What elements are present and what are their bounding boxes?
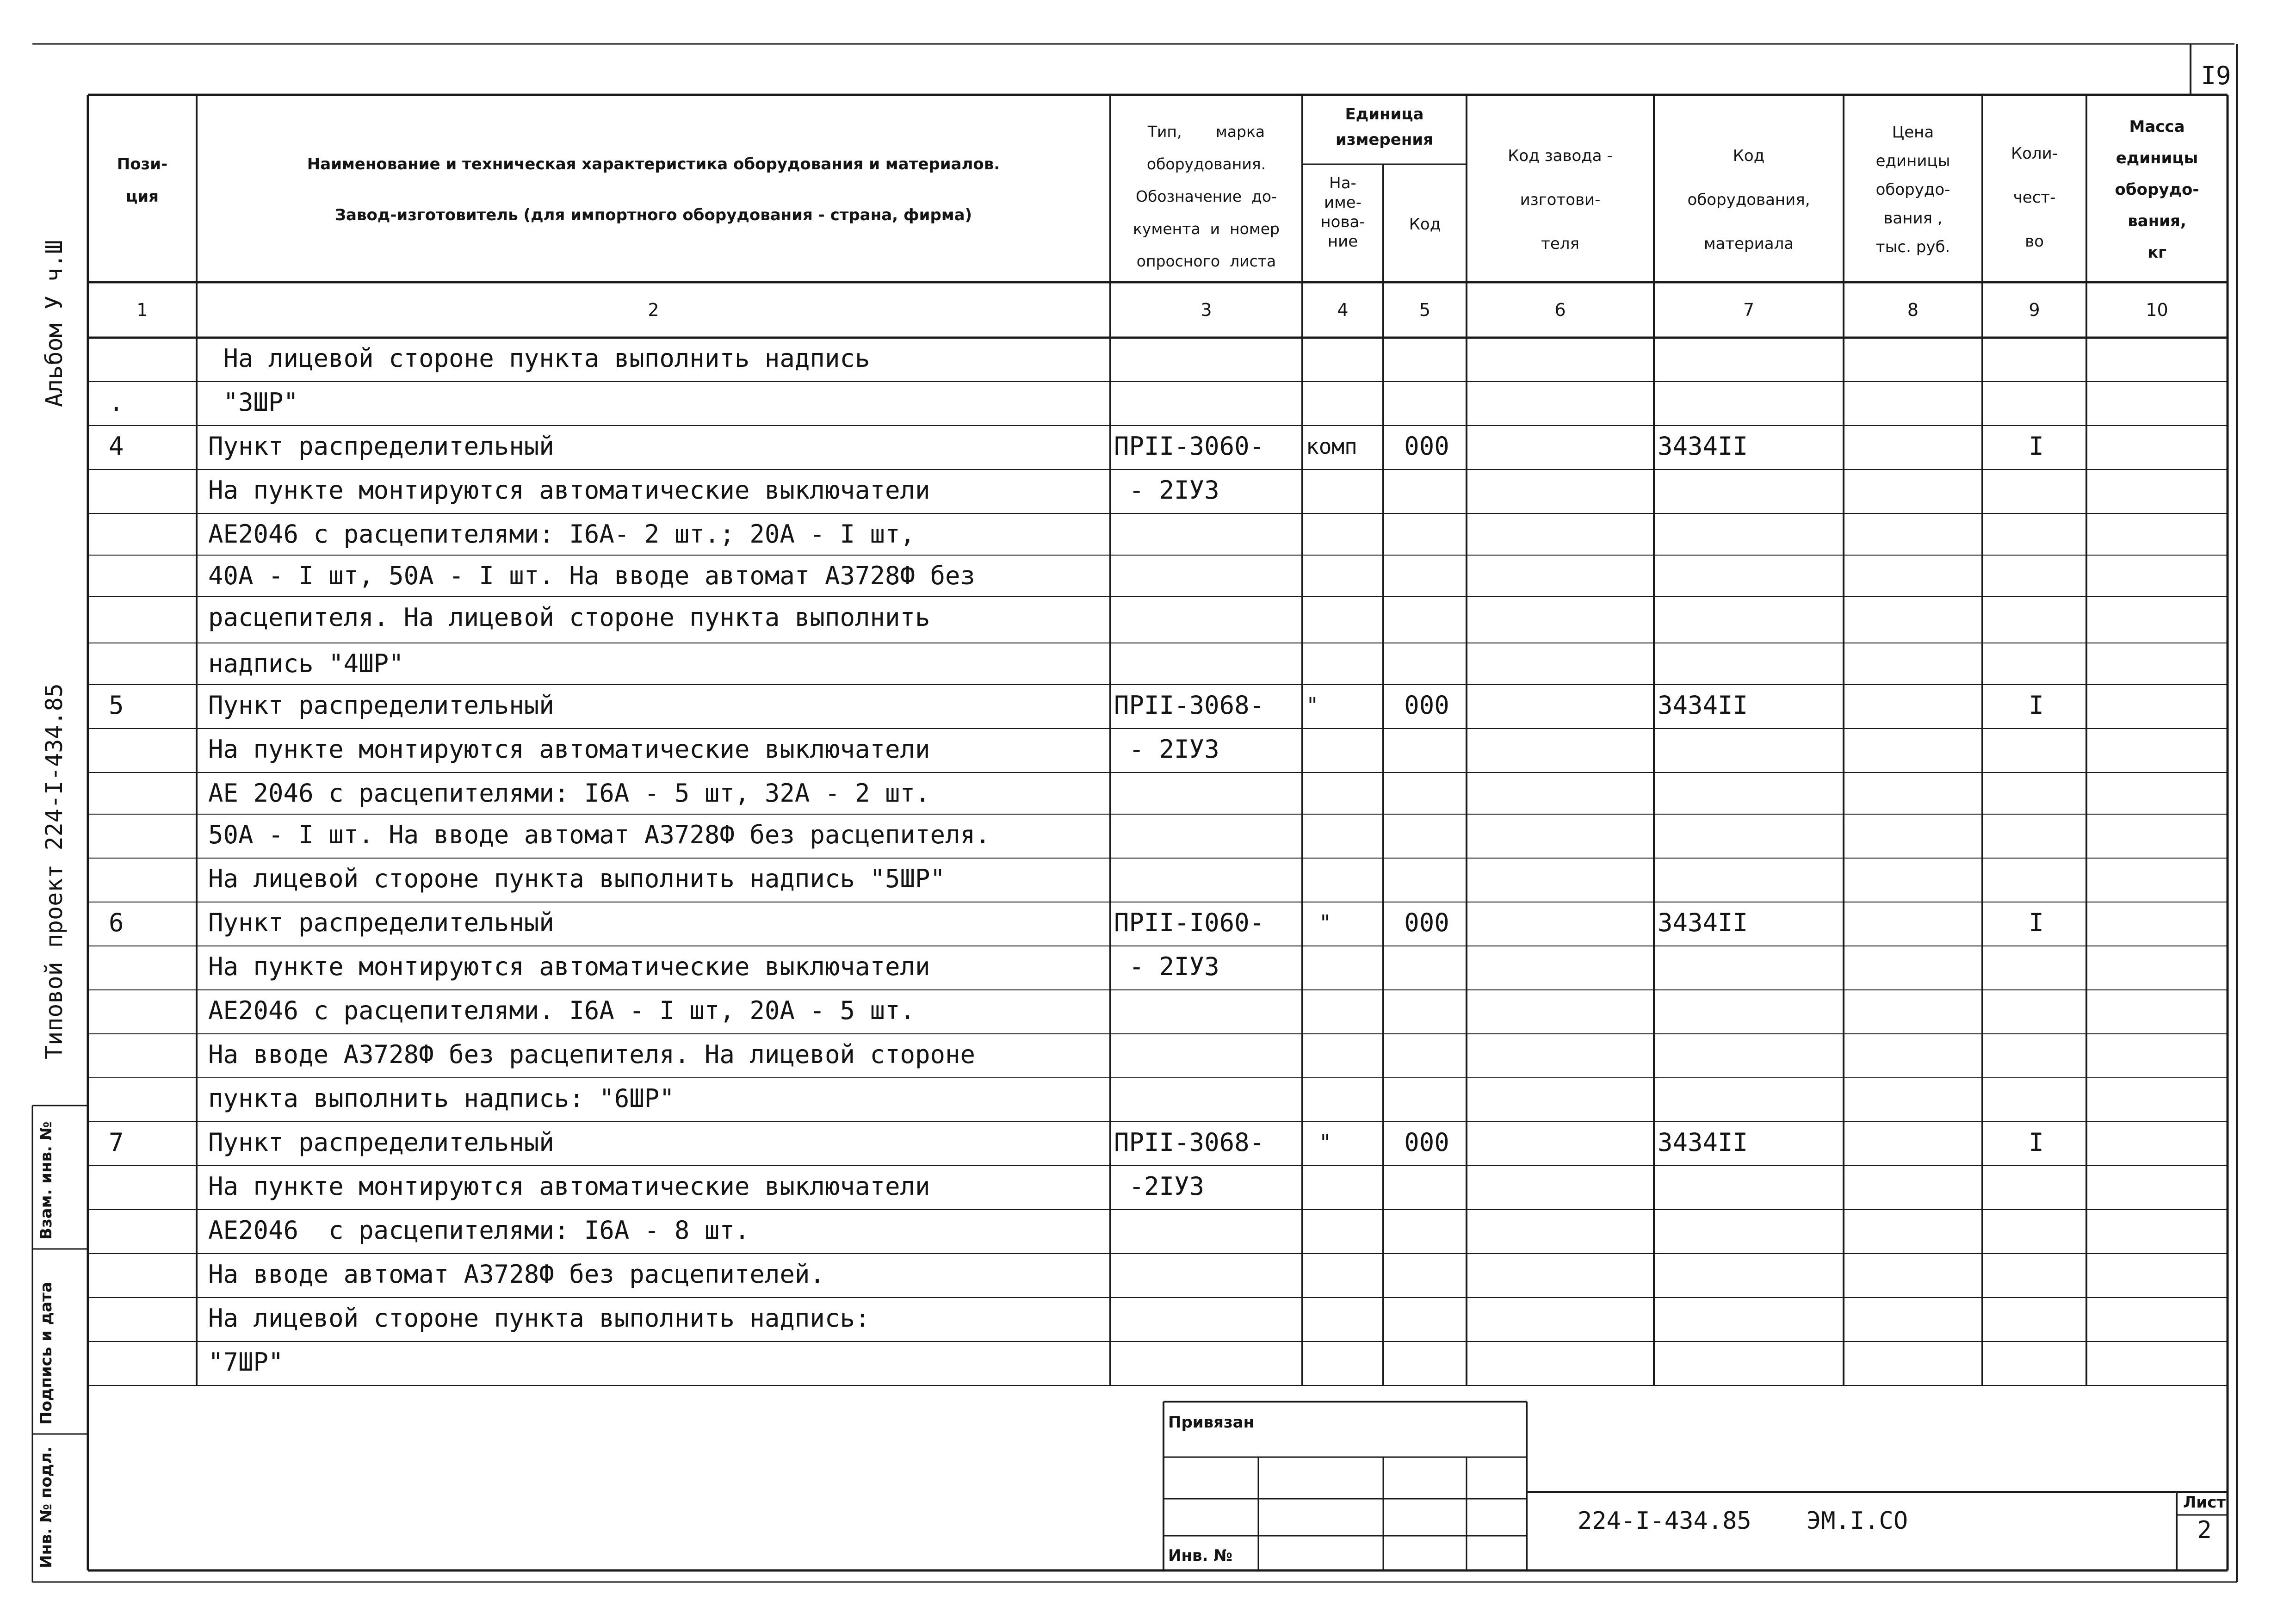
- name-cell: На лицевой стороне пункта выполнить надпись "5ШР": [208, 864, 946, 893]
- table-row: [0, 1341, 2296, 1385]
- table-row: [0, 1078, 2296, 1122]
- vzam-inv-label: Взам. инв. №: [37, 1121, 56, 1240]
- table-row: [0, 643, 2296, 685]
- table-row: [0, 773, 2296, 814]
- document-mark: ЭМ.I.СО: [1807, 1507, 1908, 1535]
- table-row: [0, 1254, 2296, 1298]
- header-unit: Единица измерения: [1336, 105, 1433, 149]
- name-cell: На пункте монтируются автоматические выключатели: [208, 476, 930, 505]
- type-cell: ПРII-3068-: [1114, 691, 1265, 720]
- type-cell: ПРII-I060-: [1114, 908, 1265, 937]
- header-quantity: Коли- чест- во: [2011, 144, 2058, 251]
- table-row: [0, 1166, 2296, 1210]
- quantity-cell: I: [2029, 691, 2044, 720]
- name-cell: "7ШР": [208, 1347, 284, 1377]
- equipment-code-cell: 3434II: [1658, 432, 1748, 461]
- project-side-label: Типовой проект 224-I-434.85: [41, 683, 68, 1059]
- name-cell: Пункт распределительный: [208, 691, 554, 720]
- table-row: [0, 1034, 2296, 1078]
- name-cell: На пункте монтируются автоматические выключатели: [208, 952, 930, 981]
- name-cell: АЕ2046 с расцепителями: I6А- 2 шт.; 20А - I шт,: [208, 519, 916, 549]
- position-cell: 5: [109, 691, 124, 720]
- table-row: [0, 470, 2296, 513]
- unit-name-cell: комп: [1306, 434, 1357, 459]
- header-equipment-code: Код оборудования, материала: [1687, 147, 1810, 253]
- header-factory-code: Код завода - изготови- теля: [1508, 147, 1613, 253]
- table-row: [0, 1298, 2296, 1341]
- name-cell: "ЗШР": [208, 388, 299, 417]
- table-row: [0, 513, 2296, 555]
- header-price: Цена единицы оборудо- вания , тыс. руб.: [1875, 123, 1950, 256]
- name-cell: На пункте монтируются автоматические выключатели: [208, 735, 930, 764]
- header-unit-name: На- име- нова- ние: [1320, 174, 1365, 251]
- type-cell: -2IУЗ: [1114, 1172, 1205, 1201]
- table-row: [0, 814, 2296, 858]
- name-cell: На вводе А3728Ф без расцепителя. На лицевой стороне: [208, 1040, 976, 1069]
- table-row: [0, 597, 2296, 643]
- table-row: [0, 555, 2296, 597]
- page-number: I9: [2201, 61, 2231, 90]
- table-row: [0, 990, 2296, 1034]
- position-cell: .: [109, 388, 124, 417]
- header-mass: Масса единицы оборудо- вания, кг: [2115, 117, 2199, 262]
- type-cell: - 2IУЗ: [1114, 476, 1219, 505]
- column-number: 3: [1201, 300, 1212, 320]
- unit-code-cell: 000: [1404, 432, 1449, 461]
- name-cell: 40А - I шт, 50А - I шт. На вводе автомат А3728Ф без: [208, 561, 976, 590]
- quantity-cell: I: [2029, 908, 2044, 937]
- inv-podl-label: Инв. № подл.: [37, 1446, 56, 1568]
- document-code: 224-I-434.85: [1578, 1507, 1751, 1535]
- column-number: 7: [1743, 300, 1755, 320]
- table-row: [0, 685, 2296, 729]
- table-row: [0, 858, 2296, 902]
- header-position: Пози- ция: [117, 155, 168, 206]
- position-cell: 4: [109, 432, 124, 461]
- album-side-label: Альбом У ч.Ш: [41, 240, 68, 407]
- name-cell: расцепителя. На лицевой стороне пункта выполнить: [208, 603, 930, 632]
- equipment-code-cell: 3434II: [1658, 691, 1748, 720]
- sheet-label: Лист: [2183, 1493, 2226, 1512]
- name-cell: АЕ2046 с расцепителями: I6А - 8 шт.: [208, 1216, 750, 1245]
- name-cell: На вводе автомат А3728Ф без расцепителей.: [208, 1260, 825, 1289]
- column-number: 8: [1907, 300, 1919, 320]
- column-number: 5: [1419, 300, 1431, 320]
- unit-name-cell: ": [1306, 1130, 1332, 1155]
- unit-code-cell: 000: [1404, 1128, 1449, 1157]
- equipment-code-cell: 3434II: [1658, 908, 1748, 937]
- name-cell: надпись "4ШР": [208, 649, 404, 678]
- table-row: [0, 426, 2296, 470]
- name-cell: Пункт распределительный: [208, 908, 554, 937]
- table-row: [0, 902, 2296, 946]
- podpis-data-label: Подпись и дата: [37, 1282, 56, 1425]
- table-row: [0, 1210, 2296, 1254]
- header-type: Тип, марка оборудования. Обозначение до- кумента и номер опросного листа: [1133, 123, 1280, 270]
- name-cell: На лицевой стороне пункта выполнить надпись: [208, 344, 870, 373]
- column-number: 10: [2146, 300, 2168, 320]
- privyazan-label: Привязан: [1168, 1413, 1255, 1432]
- table-row: [0, 946, 2296, 990]
- name-cell: АЕ2046 с расцепителями. I6А - I шт, 20А - 5 шт.: [208, 996, 916, 1025]
- position-cell: 6: [109, 908, 124, 937]
- name-cell: 50А - I шт. На вводе автомат А3728Ф без расцепителя.: [208, 820, 990, 849]
- quantity-cell: I: [2029, 432, 2044, 461]
- table-row: [0, 1122, 2296, 1166]
- type-cell: ПРII-3060-: [1114, 432, 1265, 461]
- header-unit-code: Код: [1409, 215, 1441, 234]
- name-cell: На пункте монтируются автоматические выключатели: [208, 1172, 930, 1201]
- equipment-code-cell: 3434II: [1658, 1128, 1748, 1157]
- unit-code-cell: 000: [1404, 908, 1449, 937]
- table-row: [0, 729, 2296, 773]
- header-name: Наименование и техническая характеристика оборудования и материалов. Завод-изготовитель (для импортного оборудования - страна, фирма): [307, 155, 1000, 224]
- name-cell: пункта выполнить надпись: "6ШР": [208, 1084, 675, 1113]
- column-number: 2: [648, 300, 659, 320]
- table-row: [0, 382, 2296, 426]
- table-row: [0, 338, 2296, 382]
- name-cell: На лицевой стороне пункта выполнить надпись:: [208, 1304, 870, 1333]
- name-cell: АЕ 2046 с расцепителями: I6А - 5 шт, 32А - 2 шт.: [208, 779, 930, 808]
- unit-name-cell: ": [1306, 910, 1332, 935]
- column-number: 9: [2029, 300, 2040, 320]
- inv-no-label: Инв. №: [1168, 1546, 1233, 1565]
- quantity-cell: I: [2029, 1128, 2044, 1157]
- sheet-number: 2: [2197, 1516, 2212, 1544]
- name-cell: Пункт распределительный: [208, 1128, 554, 1157]
- type-cell: - 2IУЗ: [1114, 952, 1219, 981]
- type-cell: - 2IУЗ: [1114, 735, 1219, 764]
- position-cell: 7: [109, 1128, 124, 1157]
- name-cell: Пункт распределительный: [208, 432, 554, 461]
- column-number: 6: [1554, 300, 1566, 320]
- unit-code-cell: 000: [1404, 691, 1449, 720]
- column-number: 1: [136, 300, 148, 320]
- unit-name-cell: ": [1306, 693, 1319, 718]
- column-number: 4: [1337, 300, 1349, 320]
- type-cell: ПРII-3068-: [1114, 1128, 1265, 1157]
